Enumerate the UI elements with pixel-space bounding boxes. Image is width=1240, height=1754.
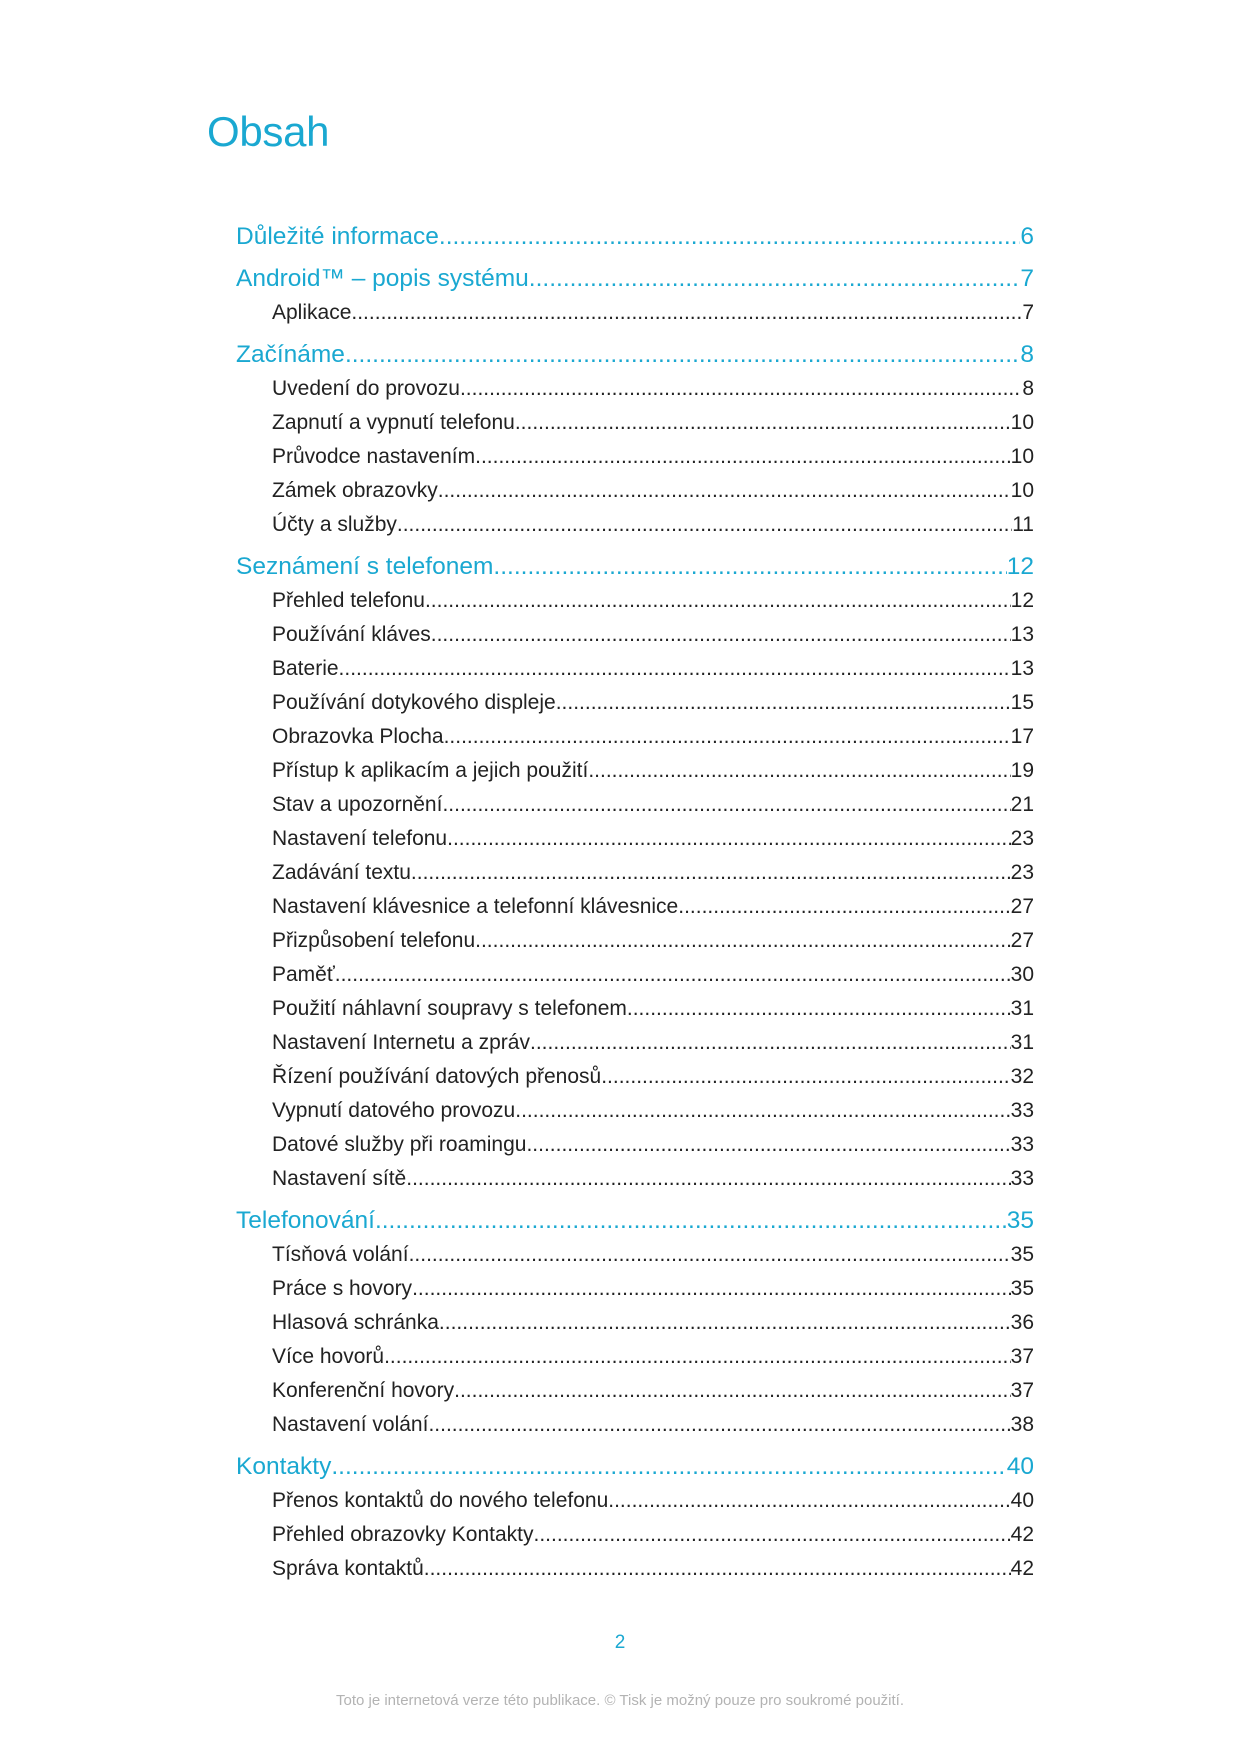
toc-dot-leader: [601, 1060, 1010, 1094]
toc-entry-label: Telefonování: [236, 1207, 375, 1234]
toc-section-entry[interactable]: [236, 1306, 1034, 1340]
toc-dot-leader: [475, 924, 1011, 958]
toc-section-entry[interactable]: [236, 992, 1034, 1026]
toc-entry-page-number: 40: [1006, 1453, 1034, 1480]
toc-chapter-entry[interactable]: [236, 220, 1034, 254]
toc-entry-page-number: 38: [1010, 1413, 1034, 1436]
toc-dot-leader: [428, 1408, 1010, 1442]
toc-entry-label: Nastavení telefonu: [272, 827, 448, 850]
toc-dot-leader: [627, 992, 1011, 1026]
toc-entry-page-number: 7: [1020, 265, 1034, 292]
toc-dot-leader: [526, 1128, 1010, 1162]
toc-entry-page-number: 10: [1010, 479, 1034, 502]
toc-dot-leader: [331, 1450, 1006, 1484]
toc-entry-page-number: 37: [1010, 1379, 1034, 1402]
toc-dot-leader: [460, 372, 1022, 406]
toc-entry-label: Obrazovka Plocha: [272, 725, 444, 748]
page-title: Obsah: [207, 108, 330, 155]
toc-entry-page-number: 42: [1010, 1557, 1034, 1580]
toc-dot-leader: [384, 1340, 1011, 1374]
toc-entry-label: Používání kláves: [272, 623, 431, 646]
toc-section-entry[interactable]: [236, 958, 1034, 992]
toc-entry-page-number: 27: [1010, 895, 1034, 918]
toc-section-entry[interactable]: [236, 406, 1034, 440]
toc-dot-leader: [533, 1518, 1010, 1552]
toc-dot-leader: [588, 754, 1010, 788]
toc-section-entry[interactable]: [236, 754, 1034, 788]
toc-dot-leader: [431, 618, 1011, 652]
toc-section-entry[interactable]: [236, 1408, 1034, 1442]
toc-dot-leader: [335, 958, 1011, 992]
toc-entry-label: Přehled telefonu: [272, 589, 425, 612]
toc-entry-label: Zadávání textu: [272, 861, 411, 884]
toc-dot-leader: [412, 1272, 1011, 1306]
toc-chapter-entry[interactable]: [236, 550, 1034, 584]
toc-entry-label: Začínáme: [236, 341, 345, 368]
toc-section-entry[interactable]: [236, 1162, 1034, 1196]
toc-chapter-entry[interactable]: [236, 1204, 1034, 1238]
toc-dot-leader: [475, 440, 1011, 474]
toc-entry-label: Nastavení sítě: [272, 1167, 407, 1190]
toc-dot-leader: [397, 508, 1012, 542]
toc-entry-label: Baterie: [272, 657, 339, 680]
toc-entry-label: Používání dotykového displeje: [272, 691, 556, 714]
toc-entry-page-number: 8: [1020, 341, 1034, 368]
toc-entry-label: Stav a upozornění: [272, 793, 443, 816]
toc-entry-label: Seznámení s telefonem: [236, 553, 494, 580]
toc-section-entry[interactable]: [236, 856, 1034, 890]
toc-entry-page-number: 33: [1010, 1167, 1034, 1190]
toc-dot-leader: [375, 1204, 1007, 1238]
toc-dot-leader: [439, 1306, 1011, 1340]
toc-section-entry[interactable]: [236, 686, 1034, 720]
toc-section-entry[interactable]: [236, 924, 1034, 958]
toc-dot-leader: [345, 338, 1020, 372]
toc-entry-label: Zapnutí a vypnutí telefonu: [272, 411, 515, 434]
toc-section-entry[interactable]: [236, 652, 1034, 686]
toc-dot-leader: [409, 1238, 1011, 1272]
toc-entry-page-number: 21: [1010, 793, 1034, 816]
toc-entry-page-number: 42: [1010, 1523, 1034, 1546]
toc-dot-leader: [411, 856, 1011, 890]
toc-entry-label: Správa kontaktů: [272, 1557, 424, 1580]
toc-section-entry[interactable]: [236, 584, 1034, 618]
toc-entry-page-number: 13: [1010, 657, 1034, 680]
toc-entry-page-number: 35: [1010, 1277, 1034, 1300]
toc-dot-leader: [351, 296, 1022, 330]
toc-dot-leader: [339, 652, 1011, 686]
toc-section-entry[interactable]: [236, 1060, 1034, 1094]
toc-entry-page-number: 33: [1010, 1099, 1034, 1122]
toc-entry-page-number: 10: [1010, 445, 1034, 468]
toc-dot-leader: [529, 262, 1021, 296]
toc-entry-page-number: 36: [1010, 1311, 1034, 1334]
toc-section-entry[interactable]: [236, 890, 1034, 924]
toc-dot-leader: [424, 1552, 1011, 1586]
toc-section-entry[interactable]: [236, 296, 1034, 330]
toc-dot-leader: [425, 584, 1011, 618]
toc-entry-label: Vypnutí datového provozu: [272, 1099, 516, 1122]
toc-entry-page-number: 7: [1022, 301, 1034, 324]
toc-entry-page-number: 33: [1010, 1133, 1034, 1156]
toc-entry-page-number: 23: [1010, 827, 1034, 850]
toc-section-entry[interactable]: [236, 1340, 1034, 1374]
toc-dot-leader: [493, 550, 1006, 584]
toc-dot-leader: [454, 1374, 1011, 1408]
toc-section-entry[interactable]: [236, 1238, 1034, 1272]
toc-entry-label: Použití náhlavní soupravy s telefonem: [272, 997, 627, 1020]
toc-entry-label: Nastavení klávesnice a telefonní klávesnice: [272, 895, 679, 918]
toc-entry-page-number: 6: [1020, 223, 1034, 250]
toc-dot-leader: [438, 474, 1011, 508]
toc-chapter-entry[interactable]: [236, 338, 1034, 372]
toc-entry-page-number: 13: [1010, 623, 1034, 646]
toc-dot-leader: [442, 788, 1010, 822]
toc-section-entry[interactable]: [236, 474, 1034, 508]
toc-entry-label: Paměť: [272, 963, 335, 986]
toc-section-entry[interactable]: [236, 1094, 1034, 1128]
toc-section-entry[interactable]: [236, 720, 1034, 754]
toc-entry-label: Konferenční hovory: [272, 1379, 455, 1402]
toc-entry-page-number: 35: [1006, 1207, 1034, 1234]
toc-entry-label: Řízení používání datových přenosů: [272, 1065, 602, 1088]
toc-entry-label: Aplikace: [272, 301, 352, 324]
toc-dot-leader: [530, 1026, 1011, 1060]
toc-section-entry[interactable]: [236, 1484, 1034, 1518]
toc-dot-leader: [608, 1484, 1010, 1518]
toc-section-entry[interactable]: [236, 618, 1034, 652]
toc-dot-leader: [515, 406, 1011, 440]
toc-dot-leader: [515, 1094, 1010, 1128]
table-of-contents: [236, 220, 1034, 1586]
toc-entry-page-number: 37: [1010, 1345, 1034, 1368]
toc-section-entry[interactable]: [236, 508, 1034, 542]
toc-entry-label: Nastavení volání: [272, 1413, 429, 1436]
toc-entry-label: Přizpůsobení telefonu: [272, 929, 476, 952]
toc-entry-label: Datové služby při roamingu: [272, 1133, 527, 1156]
toc-entry-label: Přehled obrazovky Kontakty: [272, 1523, 534, 1546]
toc-entry-page-number: 10: [1010, 411, 1034, 434]
toc-entry-label: Tísňová volání: [272, 1243, 409, 1266]
toc-section-entry[interactable]: [236, 1374, 1034, 1408]
toc-entry-page-number: 40: [1010, 1489, 1034, 1512]
toc-chapter-entry[interactable]: [236, 1450, 1034, 1484]
toc-entry-page-number: 19: [1010, 759, 1034, 782]
toc-dot-leader: [556, 686, 1011, 720]
toc-section-entry[interactable]: [236, 1518, 1034, 1552]
toc-entry-label: Kontakty: [236, 1453, 332, 1480]
footer-note: Toto je internetová verze této publikace. © Tisk je možný pouze pro soukromé použití.: [335, 1692, 904, 1709]
page-number: 2: [614, 1632, 626, 1653]
toc-section-entry[interactable]: [236, 1026, 1034, 1060]
toc-dot-leader: [439, 220, 1020, 254]
toc-section-entry[interactable]: [236, 822, 1034, 856]
toc-entry-label: Práce s hovory: [272, 1277, 413, 1300]
toc-entry-page-number: 8: [1022, 377, 1034, 400]
toc-section-entry[interactable]: [236, 1272, 1034, 1306]
toc-section-entry[interactable]: [236, 440, 1034, 474]
toc-entry-page-number: 15: [1010, 691, 1034, 714]
toc-entry-page-number: 31: [1010, 1031, 1034, 1054]
toc-entry-page-number: 12: [1006, 553, 1034, 580]
toc-section-entry[interactable]: [236, 788, 1034, 822]
toc-section-entry[interactable]: [236, 1128, 1034, 1162]
toc-entry-label: Zámek obrazovky: [272, 479, 438, 502]
toc-dot-leader: [447, 822, 1011, 856]
toc-entry-label: Nastavení Internetu a zpráv: [272, 1031, 530, 1054]
toc-dot-leader: [444, 720, 1011, 754]
toc-entry-page-number: 12: [1010, 589, 1034, 612]
toc-entry-page-number: 35: [1010, 1243, 1034, 1266]
toc-entry-label: Hlasová schránka: [272, 1311, 439, 1334]
toc-dot-leader: [406, 1162, 1010, 1196]
toc-entry-label: Důležité informace: [236, 223, 439, 250]
toc-entry-label: Účty a služby: [272, 513, 397, 536]
toc-entry-page-number: 30: [1010, 963, 1034, 986]
toc-entry-page-number: 31: [1010, 997, 1034, 1020]
toc-entry-page-number: 11: [1012, 513, 1034, 536]
toc-entry-label: Android™ – popis systému: [236, 265, 529, 292]
toc-chapter-entry[interactable]: [236, 262, 1034, 296]
toc-entry-label: Uvedení do provozu: [272, 377, 460, 400]
toc-section-entry[interactable]: [236, 1552, 1034, 1586]
toc-entry-label: Více hovorů: [272, 1345, 385, 1368]
toc-section-entry[interactable]: [236, 372, 1034, 406]
toc-entry-page-number: 27: [1010, 929, 1034, 952]
toc-dot-leader: [678, 890, 1010, 924]
toc-entry-label: Průvodce nastavením: [272, 445, 476, 468]
toc-entry-label: Přenos kontaktů do nového telefonu: [272, 1489, 609, 1512]
toc-entry-label: Přístup k aplikacím a jejich použití: [272, 759, 589, 782]
toc-entry-page-number: 23: [1010, 861, 1034, 884]
toc-entry-page-number: 32: [1010, 1065, 1034, 1088]
toc-entry-page-number: 17: [1010, 725, 1034, 748]
